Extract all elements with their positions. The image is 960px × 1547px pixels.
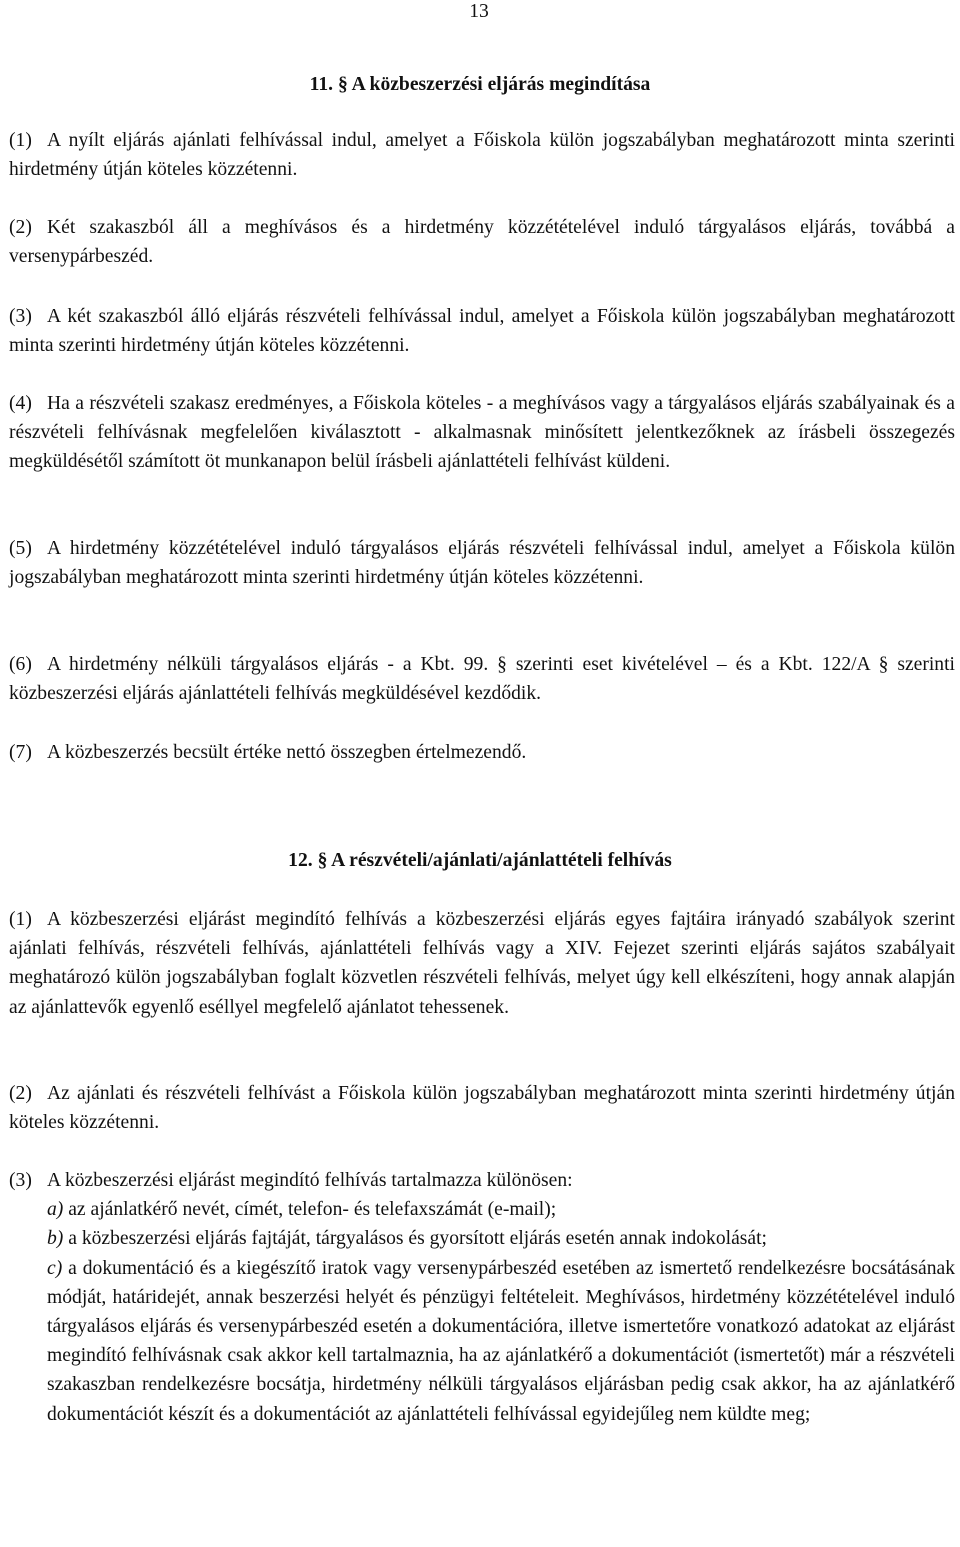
section-11-paragraph-1 — [9, 126, 955, 184]
list-item-text: a dokumentáció és a kiegészítő iratok vagy versenypárbeszéd esetében az ismertető rendelkezésre bocsátásának módját, határidejét, annak beszerzési helyét és pénzügyi feltételeit. Meghívásos, hirdetmény közzétételével induló tárgyalásos eljárás és versenypárbeszéd esetén a dokumentációra, illetve ismertetőre vonatkozó adatokat az eljárást megindító felhívásnak csak akkor kell tartalmaznia, ha az ajánlatkérő a dokumentációt (ismertetőt) már a részvételi szakaszban rendelkezésre bocsátja, hirdetmény nélküli tárgyalásos eljárásban pedig csak akkor, ha az ajánlatkérő dokumentációt készít és a dokumentációt az ajánlattételi felhívással egyidejűleg nem küldte meg; — [47, 1257, 955, 1425]
section-12-paragraph-3 — [9, 1166, 955, 1429]
section-12-paragraph-1 — [9, 905, 955, 1022]
paragraph-text: Ha a részvételi szakasz eredményes, a Főiskola köteles - a meghívásos vagy a tárgyalásos eljárás szabályainak és a részvételi felhívásnak megfelelően kiválasztott - alkalmasnak minősített jelentkezőknek az írásbeli összegezés megküldésétől számított öt munkanapon belül írásbeli ajánlattételi felhívást küldeni. — [9, 393, 955, 473]
paragraph-number: (5) — [9, 538, 32, 559]
paragraph-text: A hirdetmény nélküli tárgyalásos eljárás - a Kbt. 99. § szerinti eset kivételével – és a Kbt. 122/A § szerinti közbeszerzési eljárás ajánlattételi felhívás megküldésével kezdődik. — [9, 654, 955, 705]
paragraph-text: A hirdetmény közzétételével induló tárgyalásos eljárás részvételi felhívással indul, amelyet a Főiskola külön jogszabályban meghatározott minta szerinti hirdetmény útján köteles közzétenni. — [9, 538, 955, 589]
section-11-paragraph-6 — [9, 650, 955, 708]
list-item-letter: a) — [47, 1199, 64, 1221]
paragraph-text: A két szakaszból álló eljárás részvételi felhívással indul, amelyet a Főiskola külön jogszabályban meghatározott minta szerinti hirdetmény útján köteles közzétenni. — [9, 306, 955, 357]
list-item-c — [9, 1254, 955, 1429]
paragraph-number: (3) — [9, 1170, 32, 1191]
paragraph-number: (2) — [9, 1083, 32, 1104]
page-number: 13 — [469, 1, 489, 22]
list-item-a — [9, 1195, 955, 1224]
list-item-letter: c) — [47, 1257, 63, 1279]
paragraph-number: (3) — [9, 306, 32, 327]
paragraph-number: (4) — [9, 393, 32, 414]
paragraph-number: (6) — [9, 654, 32, 675]
section-11-paragraph-7 — [9, 738, 955, 767]
paragraph-number: (7) — [9, 742, 32, 763]
section-11-paragraph-5 — [9, 534, 955, 592]
section-12-heading: 12. § A részvételi/ajánlati/ajánlattételi felhívás — [288, 850, 672, 871]
section-11-heading: 11. § A közbeszerzési eljárás megindítása — [309, 74, 651, 95]
paragraph-number: (2) — [9, 217, 32, 238]
paragraph-text: A nyílt eljárás ajánlati felhívással indul, amelyet a Főiskola külön jogszabályban meghatározott minta szerinti hirdetmény útján köteles közzétenni. — [9, 130, 955, 181]
list-item-b — [9, 1224, 955, 1253]
section-11-paragraph-4 — [9, 389, 955, 477]
list-item-letter: b) — [47, 1228, 64, 1250]
paragraph-number: (1) — [9, 909, 32, 930]
list-item-text: az ajánlatkérő nevét, címét, telefon- és telefaxszámát (e-mail); — [68, 1199, 557, 1221]
paragraph-text: A közbeszerzési eljárást megindító felhívás tartalmazza különösen: — [47, 1170, 573, 1191]
list-item-text: a közbeszerzési eljárás fajtáját, tárgyalásos és gyorsított eljárás esetén annak indokolását; — [68, 1228, 767, 1250]
paragraph-text: A közbeszerzési eljárást megindító felhívás a közbeszerzési eljárás egyes fajtáira irányadó szabályok szerint ajánlati felhívás, részvételi felhívás, ajánlattételi felhívás vagy a XIV. Fejezet szerinti eljárás sajátos szabályait meghatározó külön jogszabályban foglalt közvetlen részvételi felhívás, melyet úgy kell elkészíteni, hogy annak alapján az ajánlattevők egyenlő eséllyel megfelelő ajánlatot tehessenek. — [9, 909, 955, 1018]
section-11-paragraph-2 — [9, 213, 955, 271]
section-11-paragraph-3 — [9, 302, 955, 360]
paragraph-text: Az ajánlati és részvételi felhívást a Főiskola külön jogszabályban meghatározott minta szerinti hirdetmény útján köteles közzétenni. — [9, 1083, 955, 1134]
section-12-paragraph-2 — [9, 1079, 955, 1137]
paragraph-text: Két szakaszból áll a meghívásos és a hirdetmény közzétételével induló tárgyalásos eljárás, továbbá a versenypárbeszéd. — [9, 217, 955, 268]
paragraph-number: (1) — [9, 130, 32, 151]
paragraph-text: A közbeszerzés becsült értéke nettó összegben értelmezendő. — [47, 742, 527, 763]
